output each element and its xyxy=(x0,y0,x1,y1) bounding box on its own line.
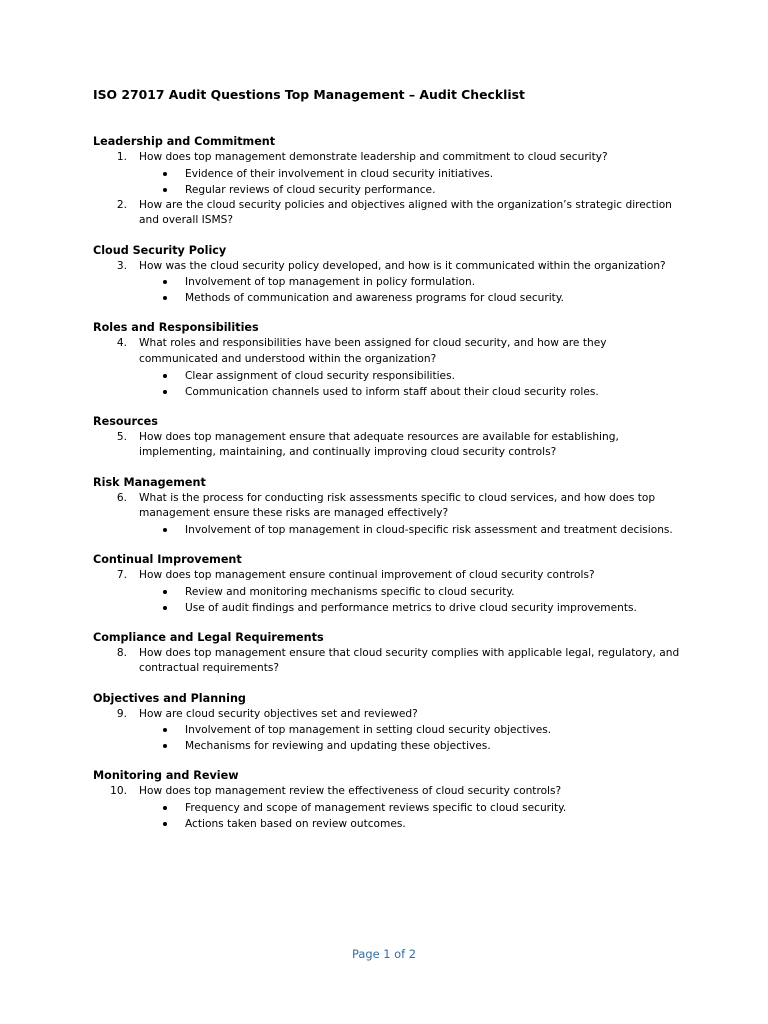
question-number: 9. xyxy=(116,707,127,720)
checklist-section xyxy=(93,320,683,399)
question-text: How are cloud security objectives set and reviewed? xyxy=(139,707,418,720)
evidence-text: Evidence of their involvement in cloud security initiatives. xyxy=(185,167,494,180)
question-number: 10. xyxy=(110,785,127,798)
question-number: 6. xyxy=(116,491,127,504)
evidence-text: Involvement of top management in policy formulation. xyxy=(185,276,476,289)
question-number: 4. xyxy=(116,337,127,350)
question-number: 7. xyxy=(116,568,127,581)
checklist-section xyxy=(93,134,683,229)
bullet-icon xyxy=(163,728,167,732)
audit-question xyxy=(93,198,683,229)
evidence-item xyxy=(93,290,683,306)
bullet-icon xyxy=(163,296,167,300)
evidence-text: Clear assignment of cloud security responsibilities. xyxy=(185,369,455,382)
bullet-icon xyxy=(163,390,167,394)
evidence-item xyxy=(93,800,683,816)
section-heading: Risk Management xyxy=(93,475,206,489)
question-number: 3. xyxy=(116,259,127,272)
question-text: How does top management ensure that adequate resources are available for establishing, implementing, maintaining, and continually improving cloud security controls? xyxy=(139,430,619,459)
bullet-icon xyxy=(163,172,167,176)
section-heading: Continual Improvement xyxy=(93,552,242,566)
bullet-icon xyxy=(163,590,167,594)
question-text: What roles and responsibilities have been assigned for cloud security, and how are they communicated and understood within the organization? xyxy=(139,337,607,365)
section-heading: Roles and Responsibilities xyxy=(93,321,259,335)
question-number: 8. xyxy=(116,646,127,659)
evidence-text: Regular reviews of cloud security performance. xyxy=(185,183,436,196)
evidence-item xyxy=(93,722,683,738)
checklist-sections xyxy=(93,134,683,832)
checklist-section xyxy=(93,552,683,616)
question-number: 1. xyxy=(116,151,127,163)
bullet-icon xyxy=(163,822,167,826)
evidence-list xyxy=(93,800,683,832)
evidence-item xyxy=(93,166,683,182)
checklist-section xyxy=(93,414,683,461)
audit-question xyxy=(93,646,683,677)
question-text: How does top management review the effectiveness of cloud security controls? xyxy=(139,785,562,798)
evidence-text: Use of audit findings and performance metrics to drive cloud security improvements. xyxy=(185,601,637,614)
page-number: Page 1 of 2 xyxy=(352,947,416,961)
evidence-list xyxy=(93,722,683,754)
audit-question xyxy=(93,430,683,461)
bullet-icon xyxy=(163,744,167,748)
audit-question xyxy=(93,568,683,584)
evidence-list xyxy=(93,274,683,306)
evidence-list xyxy=(93,584,683,616)
bullet-icon xyxy=(163,806,167,810)
evidence-text: Mechanisms for reviewing and updating these objectives. xyxy=(185,740,491,753)
question-text: What is the process for conducting risk assessments specific to cloud services, and how does top management ensure these risks are managed effectively? xyxy=(139,491,656,520)
evidence-list xyxy=(93,166,683,198)
audit-question xyxy=(93,491,683,522)
evidence-item xyxy=(93,600,683,616)
audit-question xyxy=(93,259,683,275)
bullet-icon xyxy=(163,280,167,284)
bullet-icon xyxy=(163,606,167,610)
question-number: 2. xyxy=(116,198,127,211)
question-text: How does top management demonstrate leadership and commitment to cloud security? xyxy=(139,151,608,163)
audit-question xyxy=(93,707,683,723)
question-text: How does top management ensure that cloud security complies with applicable legal, regulatory, and contractual requirements? xyxy=(139,646,680,675)
question-text: How does top management ensure continual improvement of cloud security controls? xyxy=(139,568,595,581)
evidence-item xyxy=(93,738,683,754)
evidence-item xyxy=(93,384,683,400)
evidence-text: Actions taken based on review outcomes. xyxy=(185,817,406,830)
evidence-item xyxy=(93,816,683,832)
checklist-section xyxy=(93,243,683,307)
evidence-item xyxy=(93,182,683,198)
bullet-icon xyxy=(163,188,167,192)
evidence-text: Frequency and scope of management reviews specific to cloud security. xyxy=(185,801,567,814)
audit-question xyxy=(93,150,683,166)
evidence-text: Communication channels used to inform staff about their cloud security roles. xyxy=(185,385,599,398)
evidence-list xyxy=(93,522,683,538)
evidence-item xyxy=(93,368,683,384)
checklist-section xyxy=(93,691,683,755)
bullet-icon xyxy=(163,374,167,378)
question-text: How was the cloud security policy developed, and how is it communicated within the organization? xyxy=(139,259,666,272)
section-heading: Monitoring and Review xyxy=(93,769,239,783)
section-heading: Resources xyxy=(93,414,158,428)
bullet-icon xyxy=(163,528,167,532)
evidence-item xyxy=(93,584,683,600)
evidence-item xyxy=(93,522,683,538)
audit-question xyxy=(93,784,683,800)
evidence-text: Review and monitoring mechanisms specific to cloud security. xyxy=(185,585,515,598)
evidence-item xyxy=(93,274,683,290)
document-title: ISO 27017 Audit Questions Top Management – Audit Checklist xyxy=(93,87,525,102)
evidence-text: Methods of communication and awareness programs for cloud security. xyxy=(185,292,564,305)
question-text: How are the cloud security policies and objectives aligned with the organization’s strategic direction and overall ISMS? xyxy=(139,198,672,227)
evidence-text: Involvement of top management in setting cloud security objectives. xyxy=(185,724,552,737)
document-page xyxy=(93,86,683,846)
evidence-list xyxy=(93,368,683,400)
audit-question xyxy=(93,336,683,367)
section-heading: Leadership and Commitment xyxy=(93,135,276,148)
evidence-text: Involvement of top management in cloud-specific risk assessment and treatment decisions. xyxy=(185,523,673,536)
question-number: 5. xyxy=(116,430,127,443)
checklist-section xyxy=(93,630,683,677)
section-heading: Objectives and Planning xyxy=(93,691,246,705)
checklist-section xyxy=(93,768,683,832)
section-heading: Cloud Security Policy xyxy=(93,243,227,257)
section-heading: Compliance and Legal Requirements xyxy=(93,630,324,644)
checklist-section xyxy=(93,475,683,538)
